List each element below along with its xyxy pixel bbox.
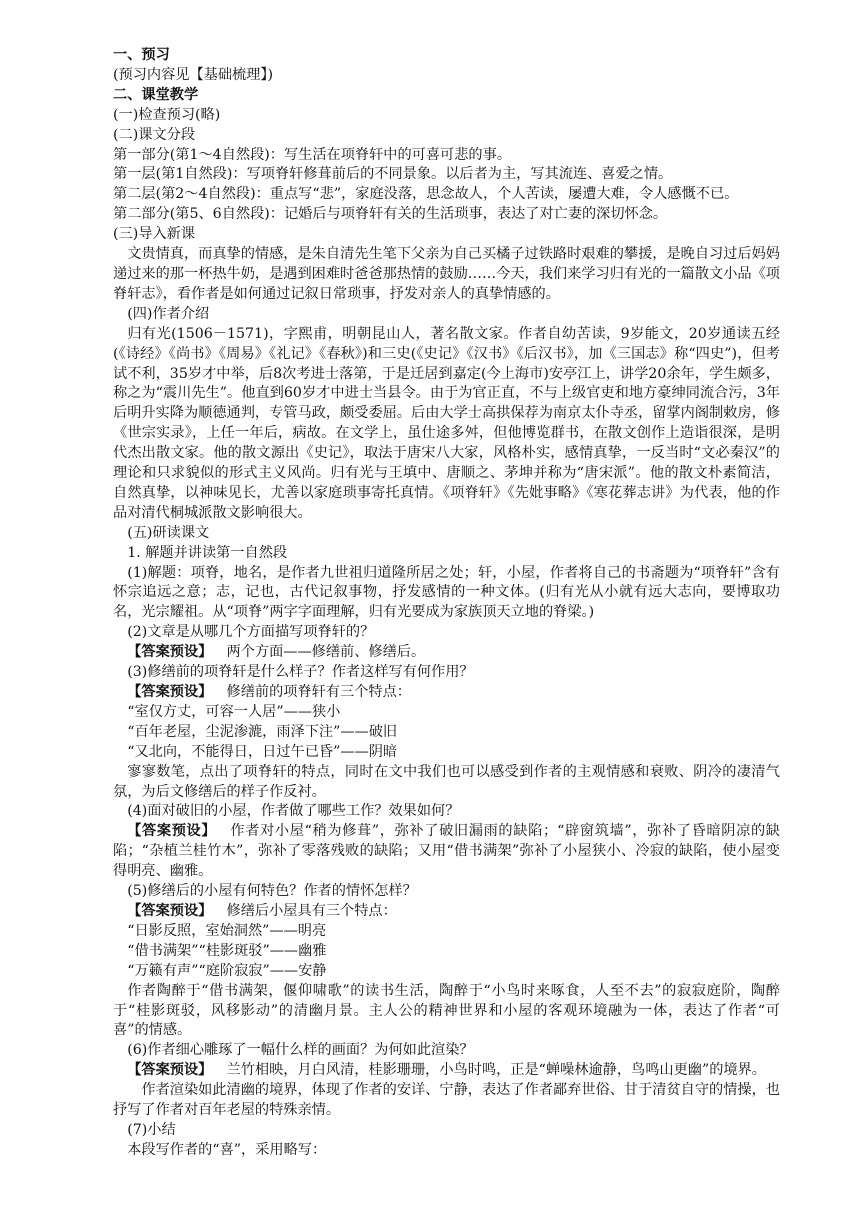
paragraph [113,126,780,146]
paragraph [113,205,780,225]
paragraph-text: 一、预习 [113,47,170,63]
paragraph [113,106,780,126]
paragraph [113,66,780,86]
paragraph-text: (五)研读课文 [127,524,210,541]
paragraph [113,305,780,325]
paragraph-text: 1. 解题并讲读第一自然段 [127,544,288,561]
paragraph [113,683,780,703]
paragraph-text: “日影反照，室始洞然”——明亮 [127,922,327,939]
paragraph-text: 第一层(第1自然段)：写项脊轩修葺前后的不同景象。以后者为主，写其流连、喜爱之情。 [113,166,673,183]
answer-label: 【答案预设】 [127,684,213,700]
paragraph [113,325,780,524]
paragraph-text: (3)修缮前的项脊轩是什么样子？作者这样写有何作用？ [127,664,474,681]
paragraph [113,1121,780,1141]
paragraph [113,942,780,962]
paragraph-text: (6)作者细心雕琢了一幅什么样的画面？为何如此渲染？ [127,1042,474,1059]
paragraph-text: 寥寥数笔，点出了项脊轩的特点，同时在文中我们也可以感受到作者的主观情感和衰败、阴冷的凄清气氛，为后文修缮后的样子作反衬。 [113,763,780,800]
paragraph [113,146,780,166]
paragraph-text: 第二部分(第5、6自然段)：记婚后与项脊轩有关的生活琐事，表达了对亡妻的深切怀念。 [113,206,668,223]
paragraph [113,802,780,822]
paragraph [113,1041,780,1061]
paragraph-text: 修缮后小屋具有三个特点： [226,902,397,919]
paragraph [113,185,780,205]
paragraph-text: (5)修缮后的小屋有何特色？作者的情怀怎样？ [127,883,417,900]
paragraph-text: (4)面对破旧的小屋，作者做了哪些工作？效果如何？ [127,803,460,820]
paragraph-text: 作者渲染如此清幽的境界，体现了作者的安详、宁静，表达了作者鄙弃世俗、甘于清贫自守的情操，也抒写了作者对百年老屋的特殊亲情。 [113,1082,780,1119]
paragraph-text: (2)文章是从哪几个方面描写项脊轩的？ [127,624,375,641]
paragraph-text: (预习内容见【基础梳理】) [113,66,274,83]
answer-label: 【答案预设】 [127,644,213,661]
paragraph-text: (7)小结 [127,1121,176,1138]
paragraph-text: 作者对小屋“稍为修葺”，弥补了破旧漏雨的缺陷；“辟窗筑墙”，弥补了昏暗阴凉的缺陷；“杂植兰桂竹木”，弥补了零落残败的缺陷；又用“借书满架”弥补了小屋狭小、冷寂的缺陷，使小屋变得明亮、幽雅。 [113,823,780,880]
document-page [113,46,780,1161]
paragraph-text: 本段写作者的“喜”，采用略写： [127,1141,327,1158]
paragraph-text: 两个方面——修缮前、修缮后。 [226,644,426,661]
paragraph [113,564,780,624]
paragraph-text: “借书满架”“桂影斑驳”——幽雅 [127,942,327,959]
paragraph [113,1061,780,1081]
paragraph-text: “百年老屋，尘泥渗漉，雨泽下注”——破旧 [127,723,398,740]
paragraph [113,882,780,902]
paragraph [113,663,780,683]
paragraph [113,723,780,743]
paragraph [113,86,780,106]
paragraph-text: (1)解题：项脊，地名，是作者九世祖归道隆所居之处；轩，小屋，作者将自己的书斋题为“项脊轩”含有怀宗追远之意；志，记也，古代记叙事物，抒发感情的一种文体。(归有光从小就有远大志向，要博取功名，光宗耀祖。从“项脊”两字字面理解，归有光要成为家族顶天立地的脊梁。) [113,564,780,621]
paragraph-text: 第一部分(第1～4自然段)：写生活在项脊轩中的可喜可悲的事。 [113,146,512,163]
paragraph-text: 作者陶醉于“借书满架，偃仰啸歌”的读书生活，陶醉于“小鸟时来啄食，人至不去”的寂寂庭阶，陶醉于“桂影斑驳，风移影动”的清幽月景。主人公的精神世界和小屋的客观环境融为一体，表达了作者“可喜”的情感。 [113,982,780,1039]
paragraph [113,623,780,643]
paragraph [113,1081,780,1121]
answer-label: 【答案预设】 [127,823,217,840]
paragraph-text: 兰竹相映，月白风清，桂影珊珊，小鸟时鸣，正是“蝉噪林逾静，鸟鸣山更幽”的境界。 [226,1062,766,1079]
paragraph [113,165,780,185]
paragraph-text: “万籁有声”“庭阶寂寂”——安静 [127,962,327,979]
answer-label: 【答案预设】 [127,1062,213,1079]
paragraph-text: (二)课文分段 [113,126,196,143]
answer-label: 【答案预设】 [127,902,213,919]
paragraph [113,225,780,245]
paragraph-text: “室仅方丈，可容一人居”——狭小 [127,703,341,720]
paragraph [113,962,780,982]
paragraph [113,245,780,305]
paragraph-text: (三)导入新课 [113,226,196,243]
paragraph [113,763,780,803]
paragraph [113,922,780,942]
paragraph-text: 归有光(1506－1571)，字熙甫，明朝昆山人，著名散文家。作者自幼苦读，9岁能文，20岁通读五经(《诗经》《尚书》《周易》《礼记》《春秋》)和三史(《史记》《汉书》《后汉书》，加《三国志》称“四史”)，但考试不利，35岁才中举，后8次考进士落第，于是迁居到嘉定(今上海市)安亭江上，讲学20余年，学生颇多，称之为“震川先生”。他直到60岁才中进士当县令。由于为官正直，不与上级官吏和地方豪绅同流合污，3年后明升实降为顺德通判，专管马政，颇受委屈。后由大学士高拱保荐为南京太仆寺丞，留掌内阁制敕房，修《世宗实录》，上任一年后，病故。在文学上，虽仕途多舛，但他博览群书，在散文创作上造诣很深，是明代杰出散文家。他的散文源出《史记》，取法于唐宋八大家，风格朴实，感情真挚，一反当时“文必秦汉”的理论和只求貌似的形式主义风尚。归有光与王填中、唐顺之、茅坤并称为“唐宋派”。他的散文朴素简洁，自然真挚，以神味见长，尤善以家庭琐事寄托真情。《项脊轩》《先妣事略》《寒花葬志讲》为代表，他的作品对清代桐城派散文影响很大。 [113,325,780,521]
paragraph [113,524,780,544]
paragraph [113,902,780,922]
paragraph-text: 第二层(第2～4自然段)：重点写“悲”，家庭没落，思念故人，个人苦读，屡遭大难，令人感慨不已。 [113,186,739,203]
paragraph-text: 修缮前的项脊轩有三个特点： [226,684,411,700]
paragraph [113,643,780,663]
paragraph [113,982,780,1042]
paragraph [113,46,780,66]
paragraph-text: (一)检查预习(略) [113,106,221,123]
paragraph [113,743,780,763]
paragraph-text: 文贵情真，而真挚的情感，是朱自清先生笔下父亲为自己买橘子过铁路时艰难的攀援，是晚自习过后妈妈递过来的那一杯热牛奶，是遇到困难时爸爸那热情的鼓励……今天，我们来学习归有光的一篇散文小品《项脊轩志》，看作者是如何通过记叙日常琐事，抒发对亲人的真挚情感的。 [113,246,780,302]
paragraph-text: 二、课堂教学 [113,86,199,103]
paragraph-text: “又北向，不能得日，日过午已昏”——阴暗 [127,743,398,760]
paragraph [113,703,780,723]
paragraph [113,822,780,882]
paragraph-text: (四)作者介绍 [127,305,210,322]
paragraph [113,1141,780,1161]
paragraph [113,544,780,564]
